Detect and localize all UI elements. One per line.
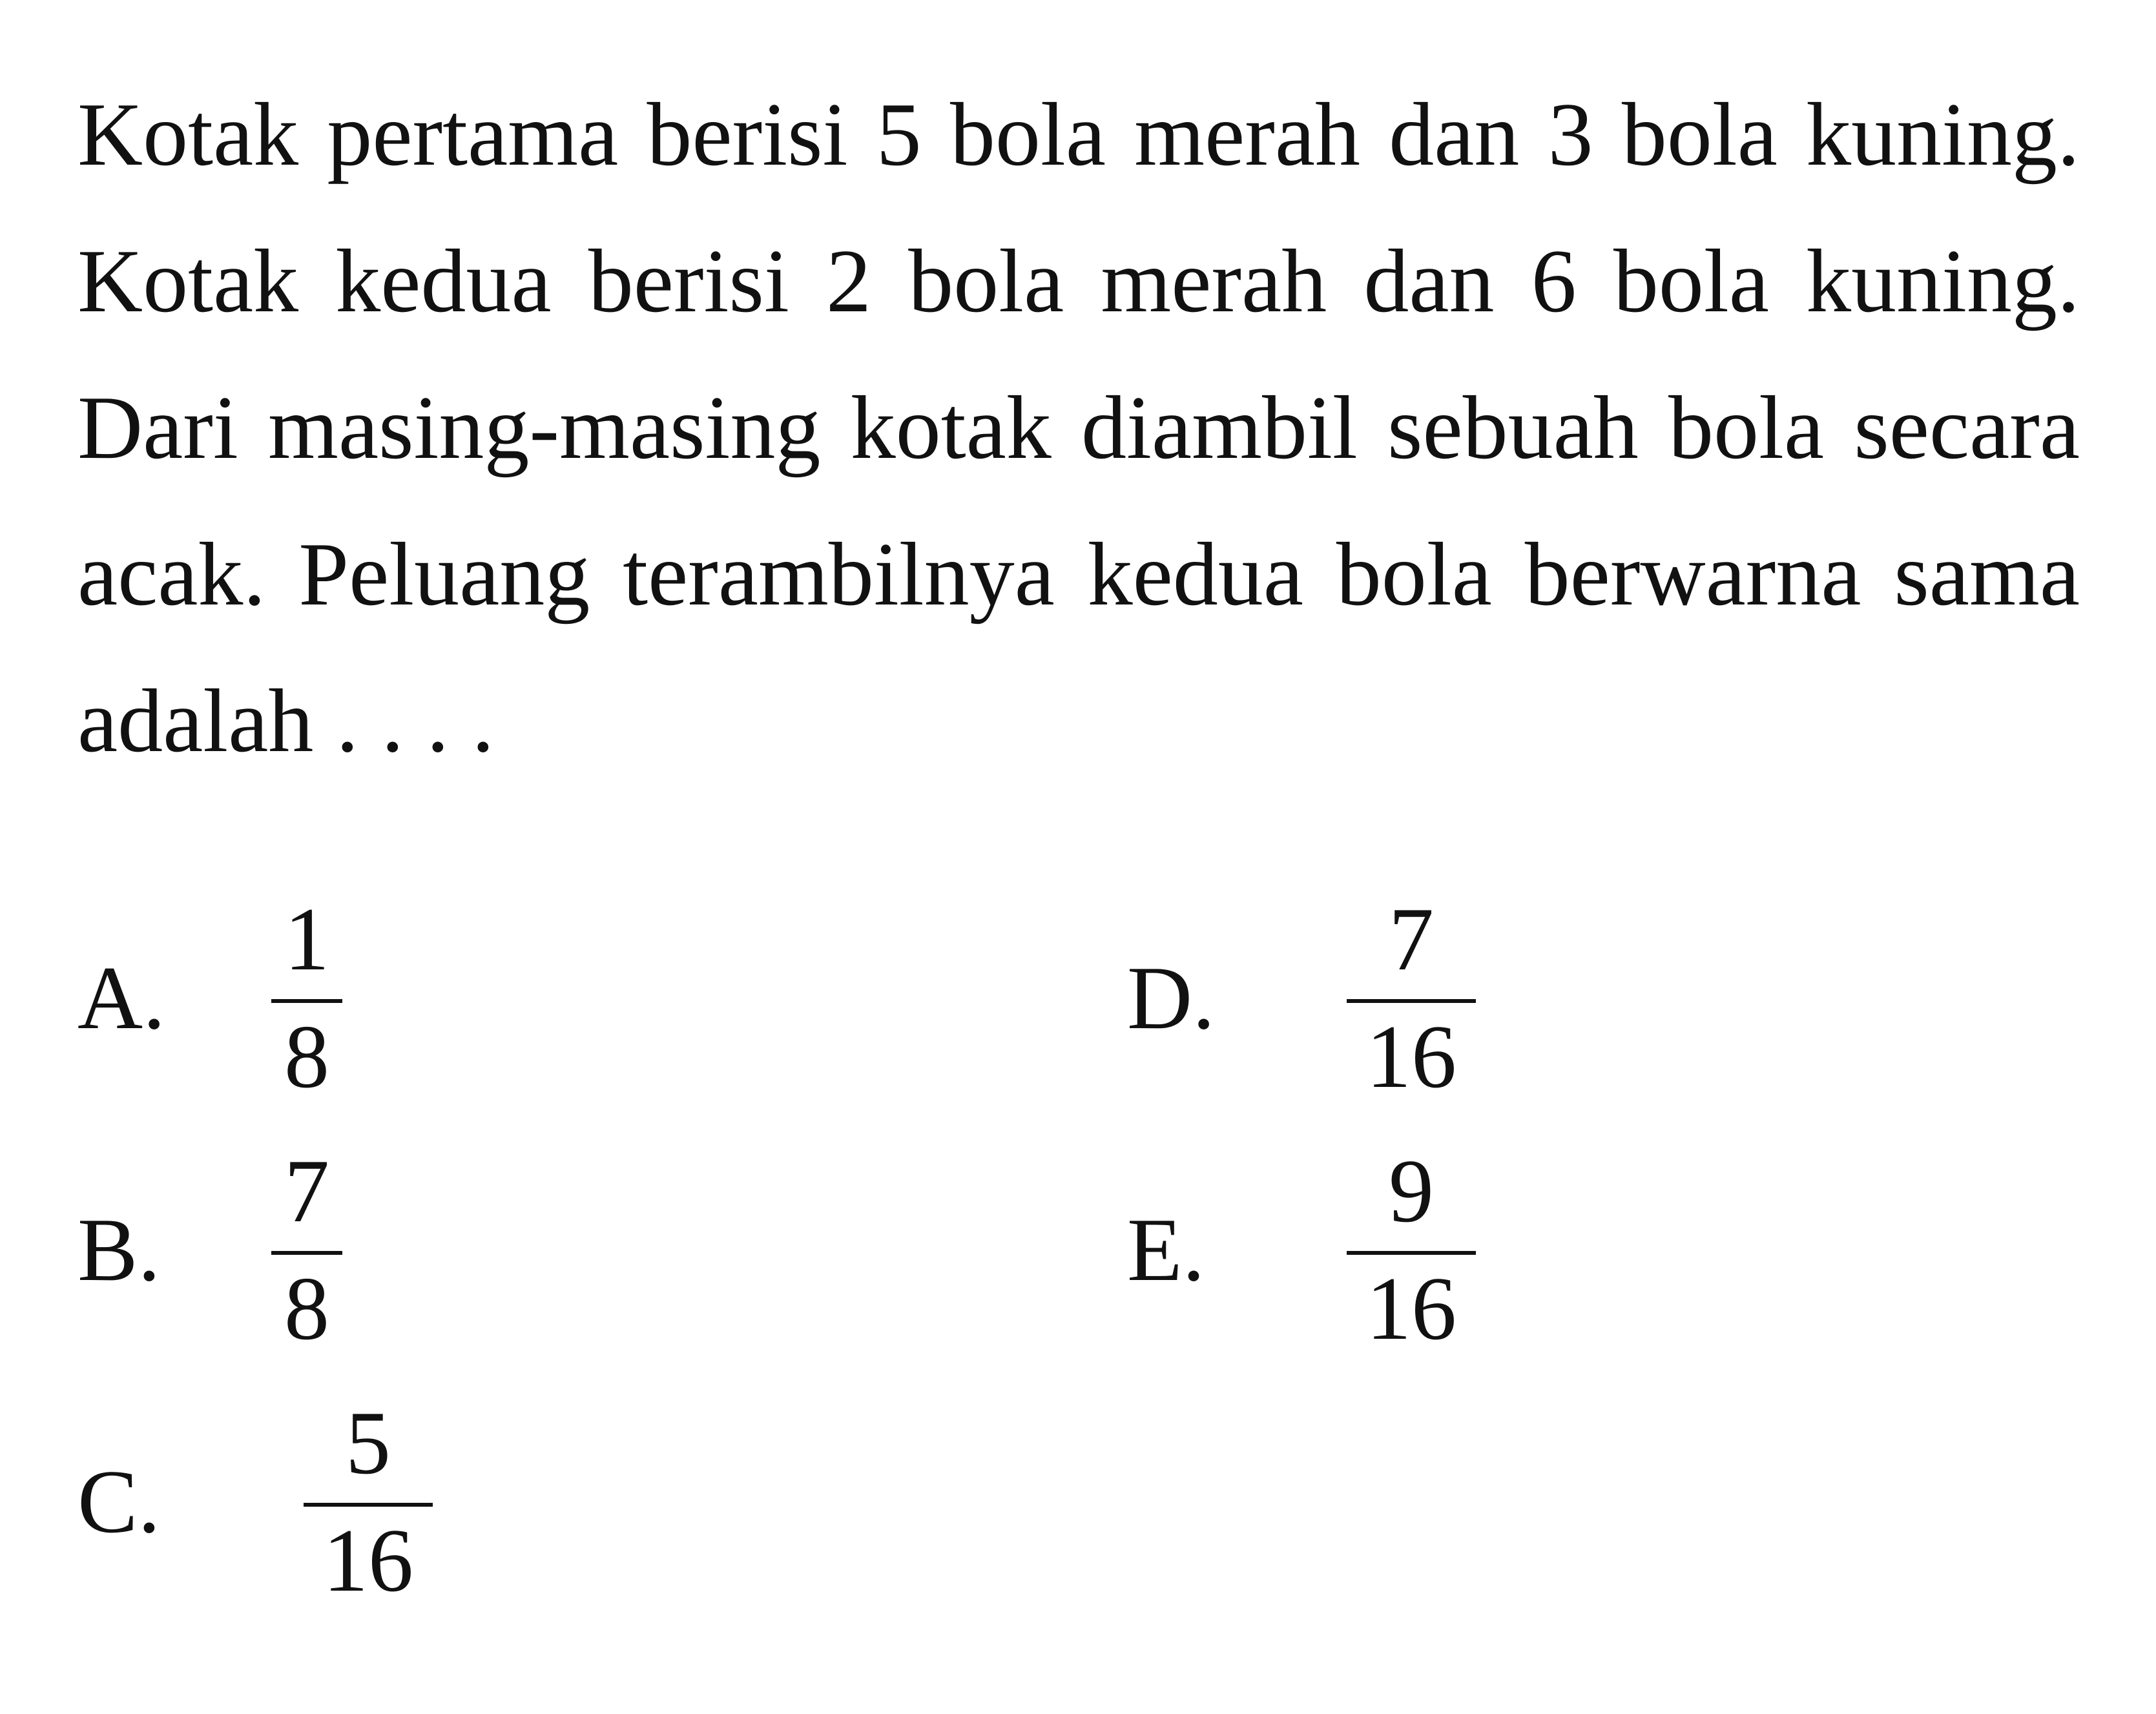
option-b-label: B. xyxy=(78,1200,161,1300)
option-e-denominator: 16 xyxy=(1366,1259,1456,1359)
option-b-denominator: 8 xyxy=(284,1259,329,1359)
option-e-fraction xyxy=(1347,1141,1476,1359)
option-c[interactable] xyxy=(78,1393,433,1611)
option-d[interactable] xyxy=(1127,889,1476,1107)
option-e[interactable] xyxy=(1127,1141,1476,1359)
option-d-numerator: 7 xyxy=(1389,889,1434,989)
question-text: Kotak pertama berisi 5 bola merah dan 3 bola kuning. Kotak kedua berisi 2 bola merah dan 6 bola kuning. Dari masing-masing kotak diambil sebuah bola secara acak. Peluang terambilnya kedua bola berwarna sama adalah . . . . xyxy=(78,85,2080,771)
option-a-label: A. xyxy=(78,948,166,1048)
option-a[interactable] xyxy=(78,889,342,1107)
option-a-numerator: 1 xyxy=(284,889,329,989)
option-b-numerator: 7 xyxy=(284,1141,329,1241)
option-d-label: D. xyxy=(1127,948,1216,1048)
option-e-label: E. xyxy=(1127,1200,1205,1300)
option-e-numerator: 9 xyxy=(1389,1141,1434,1241)
option-a-denominator: 8 xyxy=(284,1007,329,1107)
option-c-label: C. xyxy=(78,1452,161,1552)
option-c-numerator: 5 xyxy=(346,1393,391,1493)
option-c-denominator: 16 xyxy=(323,1511,413,1611)
option-d-denominator: 16 xyxy=(1366,1007,1456,1107)
option-a-fraction xyxy=(271,889,342,1107)
option-b-fraction xyxy=(271,1141,342,1359)
option-c-fraction xyxy=(304,1393,433,1611)
option-b[interactable] xyxy=(78,1141,342,1359)
option-d-fraction xyxy=(1347,889,1476,1107)
